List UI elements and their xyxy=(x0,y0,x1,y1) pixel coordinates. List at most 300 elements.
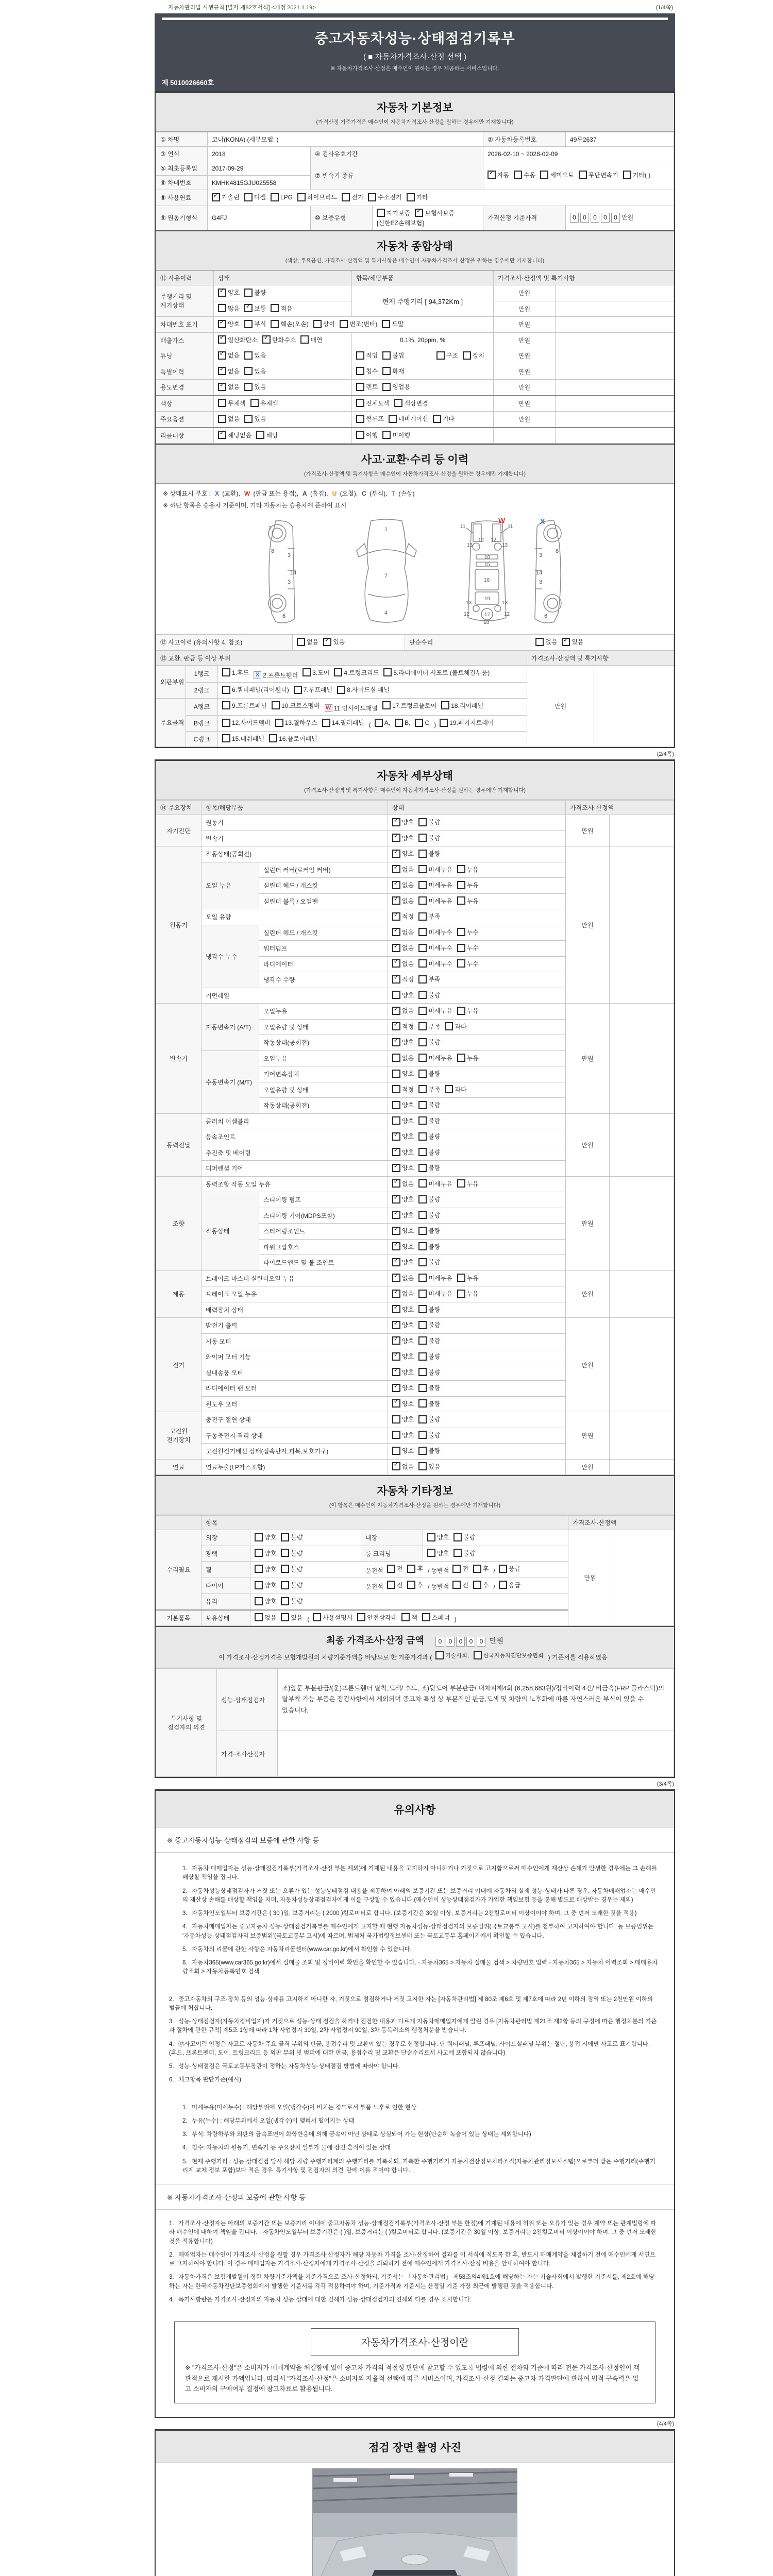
x-mark-checkbox[interactable]: X xyxy=(254,671,261,679)
part-state-options xyxy=(388,893,566,909)
checkbox[interactable] xyxy=(222,668,230,676)
checkbox[interactable] xyxy=(418,850,427,858)
detail-title: 자동차 세부상태 xyxy=(377,770,453,782)
checkbox[interactable] xyxy=(440,719,448,727)
option xyxy=(394,399,428,408)
checkbox[interactable] xyxy=(445,1085,453,1093)
option-label: 14.필러패널 xyxy=(331,719,364,726)
checkbox[interactable] xyxy=(382,320,390,328)
device-group-label: 자기진단 xyxy=(156,815,201,846)
checkbox[interactable] xyxy=(297,193,306,201)
checkbox[interactable] xyxy=(392,1022,400,1030)
checkbox[interactable] xyxy=(407,193,415,201)
checkbox[interactable] xyxy=(457,928,465,936)
checkbox[interactable] xyxy=(418,1274,427,1282)
checkbox[interactable] xyxy=(256,431,264,439)
checkbox[interactable] xyxy=(303,668,311,676)
checkbox[interactable] xyxy=(255,1581,263,1589)
svg-text:18: 18 xyxy=(483,620,490,625)
option xyxy=(218,367,240,376)
checkbox[interactable] xyxy=(222,719,230,727)
part-item-label: 충전구 절연 상태 xyxy=(201,1412,388,1428)
checkbox[interactable] xyxy=(392,1336,400,1345)
option-label: 양호 xyxy=(402,1368,414,1376)
option-label: 없음 xyxy=(402,1274,414,1282)
checkbox[interactable] xyxy=(418,1164,427,1172)
vin-mark-label: 차대번호 표기 xyxy=(156,317,214,333)
checkbox[interactable] xyxy=(453,1533,462,1541)
checkbox[interactable] xyxy=(271,320,279,328)
option xyxy=(218,414,240,423)
checkbox[interactable] xyxy=(415,719,423,727)
checkbox[interactable] xyxy=(244,383,253,391)
checkbox[interactable] xyxy=(392,912,400,921)
checkbox[interactable] xyxy=(392,975,400,984)
checkbox[interactable] xyxy=(418,834,427,842)
checkbox[interactable] xyxy=(340,320,348,328)
checkbox[interactable] xyxy=(392,1227,400,1235)
checkbox[interactable] xyxy=(392,1101,400,1109)
option xyxy=(392,1368,414,1377)
checkbox[interactable] xyxy=(418,975,427,984)
checkbox[interactable] xyxy=(407,1565,415,1573)
option-label: 적정 xyxy=(402,1086,414,1093)
basic-items-label: 기본품목 xyxy=(156,1610,201,1626)
svg-text:14: 14 xyxy=(290,570,297,576)
checkbox[interactable] xyxy=(418,1179,427,1188)
checkbox[interactable] xyxy=(255,1549,263,1557)
checkbox[interactable] xyxy=(387,1581,395,1589)
checkbox[interactable] xyxy=(255,1613,263,1621)
option-label: 양호 xyxy=(402,1259,414,1266)
device-group-label: 원동기 xyxy=(156,846,201,1004)
option xyxy=(323,637,345,646)
checkbox[interactable] xyxy=(436,351,445,360)
checkbox[interactable] xyxy=(418,1321,427,1329)
checkbox[interactable] xyxy=(441,701,449,709)
checkbox[interactable] xyxy=(562,638,570,646)
checkbox[interactable] xyxy=(514,171,522,179)
checkbox[interactable] xyxy=(392,1305,400,1313)
option-label: 후 xyxy=(483,1565,489,1572)
checkbox[interactable] xyxy=(392,1415,400,1423)
option-label: 있음 xyxy=(254,352,266,359)
w-mark-checkbox[interactable]: W xyxy=(325,704,332,712)
checkbox[interactable] xyxy=(392,881,400,889)
checkbox[interactable] xyxy=(222,734,230,742)
checkbox[interactable] xyxy=(392,1352,400,1361)
checkbox[interactable] xyxy=(418,1195,427,1204)
checkbox[interactable] xyxy=(418,1101,427,1109)
checkbox[interactable] xyxy=(418,1054,427,1062)
checkbox[interactable] xyxy=(418,1384,427,1392)
checkbox[interactable] xyxy=(392,1179,400,1188)
option-label: 미세누유 xyxy=(428,1007,452,1014)
checkbox[interactable] xyxy=(392,991,400,999)
option xyxy=(392,1069,414,1078)
option-label: 미세누유 xyxy=(428,882,452,889)
checkbox[interactable] xyxy=(427,1549,435,1557)
checkbox[interactable] xyxy=(418,1258,427,1266)
checkbox[interactable] xyxy=(418,818,427,826)
checkbox[interactable] xyxy=(418,1336,427,1345)
checkbox[interactable] xyxy=(356,431,364,439)
svg-text:2: 2 xyxy=(268,526,272,532)
checkbox[interactable] xyxy=(387,1565,395,1573)
checkbox[interactable] xyxy=(255,1533,263,1541)
checkbox[interactable] xyxy=(392,896,400,905)
checkbox[interactable] xyxy=(392,959,400,968)
note-cell xyxy=(556,285,674,301)
checkbox[interactable] xyxy=(392,1399,400,1408)
checkbox[interactable] xyxy=(452,1565,461,1573)
checkbox[interactable] xyxy=(392,1462,400,1470)
checkbox[interactable] xyxy=(271,304,279,312)
option xyxy=(457,865,479,874)
checkbox[interactable] xyxy=(356,383,364,391)
checkbox[interactable] xyxy=(392,1211,400,1219)
option xyxy=(377,209,410,217)
checkbox[interactable] xyxy=(418,1399,427,1408)
checkbox[interactable] xyxy=(244,304,253,312)
checkbox[interactable] xyxy=(255,1565,263,1573)
option xyxy=(300,335,322,344)
checkbox[interactable] xyxy=(418,881,427,889)
checkbox[interactable] xyxy=(218,367,226,375)
checkbox[interactable] xyxy=(281,1533,289,1541)
checkbox[interactable] xyxy=(457,1179,465,1188)
checkbox[interactable] xyxy=(535,638,544,646)
checkbox[interactable] xyxy=(623,171,631,179)
checkbox[interactable] xyxy=(445,1022,453,1030)
checkbox[interactable] xyxy=(392,1085,400,1093)
checkbox[interactable] xyxy=(418,1022,427,1030)
option xyxy=(418,1320,440,1329)
checkbox[interactable] xyxy=(401,1613,410,1621)
checkbox[interactable] xyxy=(323,638,331,646)
option-label: 부족 xyxy=(428,1023,441,1030)
checkbox[interactable] xyxy=(356,351,364,360)
checkbox[interactable] xyxy=(418,912,427,921)
option xyxy=(392,1320,414,1329)
checkbox[interactable] xyxy=(244,415,253,423)
checkbox[interactable] xyxy=(540,171,548,179)
price-digit-box: 0 xyxy=(591,213,599,223)
checkbox[interactable] xyxy=(218,320,226,328)
svg-text:15: 15 xyxy=(484,562,491,568)
checkbox[interactable] xyxy=(392,1447,400,1455)
detail-price-cell: 만원 xyxy=(566,815,610,846)
checkbox[interactable] xyxy=(499,1565,507,1573)
checkbox[interactable] xyxy=(457,1290,465,1298)
etc-subtitle: (이 항목은 매수인이 자동차가격조사·산정을 원하는 경우에만 기재합니다) xyxy=(329,1502,501,1509)
checkbox[interactable] xyxy=(418,1352,427,1361)
checkbox[interactable] xyxy=(297,638,305,646)
checkbox[interactable] xyxy=(418,1305,427,1313)
checkbox[interactable] xyxy=(407,1581,415,1589)
checkbox[interactable] xyxy=(457,1054,465,1062)
checkbox[interactable] xyxy=(392,1368,400,1376)
option xyxy=(418,1383,440,1392)
final-price-digits xyxy=(435,1637,487,1646)
checkbox[interactable] xyxy=(457,1274,465,1282)
checkbox[interactable] xyxy=(218,399,226,407)
checkbox[interactable] xyxy=(418,1070,427,1078)
checkbox[interactable] xyxy=(392,1195,400,1204)
checkbox[interactable] xyxy=(218,415,226,423)
option-label: 양호 xyxy=(402,1039,414,1046)
checkbox[interactable] xyxy=(392,944,400,952)
checkbox[interactable] xyxy=(294,686,302,694)
checkbox[interactable] xyxy=(579,171,587,179)
checkbox[interactable] xyxy=(418,1148,427,1156)
option-label: 13.휠하우스 xyxy=(284,719,317,726)
checkbox[interactable] xyxy=(281,1549,289,1557)
checkbox[interactable] xyxy=(255,1597,263,1605)
checkbox[interactable] xyxy=(392,1258,400,1266)
checkbox[interactable] xyxy=(244,289,253,297)
checkbox[interactable] xyxy=(457,1007,465,1015)
checkbox[interactable] xyxy=(392,850,400,858)
checkbox[interactable] xyxy=(418,1462,427,1470)
option-label: 양호 xyxy=(402,1117,414,1125)
option xyxy=(382,367,404,376)
checkbox[interactable] xyxy=(392,928,400,936)
option-label: 양호 xyxy=(402,1243,414,1250)
checkbox[interactable] xyxy=(244,351,253,360)
checkbox[interactable] xyxy=(222,686,230,694)
tuning-label: 튜닝 xyxy=(156,348,214,364)
notice-item xyxy=(169,2062,659,2071)
checkbox[interactable] xyxy=(218,351,226,360)
checkbox[interactable] xyxy=(473,1565,481,1573)
checkbox[interactable] xyxy=(244,193,253,201)
checkbox[interactable] xyxy=(418,1038,427,1046)
checkbox[interactable] xyxy=(392,1132,400,1141)
inline-text: / xyxy=(493,1567,495,1574)
checkbox[interactable] xyxy=(212,193,220,201)
checkbox[interactable] xyxy=(382,431,391,439)
option-label: 있음 xyxy=(572,638,584,646)
part-item-label: 라디에이터 팬 모터 xyxy=(201,1381,388,1397)
checkbox[interactable] xyxy=(418,1116,427,1125)
option-label: 디젤 xyxy=(254,194,266,201)
checkbox[interactable] xyxy=(275,719,283,727)
checkbox[interactable] xyxy=(457,896,465,905)
checkbox[interactable] xyxy=(418,959,427,968)
checkbox[interactable] xyxy=(334,668,342,676)
option-label: 수소전기 xyxy=(378,194,402,201)
checkbox[interactable] xyxy=(415,209,423,217)
checkbox[interactable] xyxy=(392,1070,400,1078)
checkbox[interactable] xyxy=(435,1651,444,1659)
option-label: 상이 xyxy=(323,320,335,328)
checkbox[interactable] xyxy=(392,818,400,826)
checkbox[interactable] xyxy=(356,367,364,375)
part-state-options xyxy=(388,1318,566,1334)
option xyxy=(255,1581,276,1589)
etc-col-price: 가격조사·산정액 xyxy=(568,1516,674,1530)
checkbox[interactable] xyxy=(418,1227,427,1235)
checkbox[interactable] xyxy=(392,1007,400,1015)
checkbox[interactable] xyxy=(313,1613,321,1621)
checkbox[interactable] xyxy=(392,1038,400,1046)
checkbox[interactable] xyxy=(452,1581,461,1589)
checkbox[interactable] xyxy=(382,383,391,391)
option-label: 미세누유 xyxy=(428,1290,452,1297)
checkbox[interactable] xyxy=(382,351,391,360)
option-label: 불량 xyxy=(291,1582,303,1589)
checkbox[interactable] xyxy=(392,1116,400,1125)
checkbox[interactable] xyxy=(244,320,253,328)
checkbox[interactable] xyxy=(269,734,277,742)
checkbox[interactable] xyxy=(222,701,230,709)
note-cell xyxy=(556,317,674,333)
checkbox[interactable] xyxy=(433,415,441,423)
wheel-label: 휠 xyxy=(201,1562,250,1578)
checkbox[interactable] xyxy=(342,193,350,201)
notice-item-number: 4. xyxy=(169,2296,174,2303)
checkbox[interactable] xyxy=(499,1581,507,1589)
checkbox[interactable] xyxy=(418,944,427,952)
checkbox[interactable] xyxy=(463,351,471,360)
checkbox[interactable] xyxy=(392,1054,400,1062)
checkbox[interactable] xyxy=(382,701,391,709)
checkbox[interactable] xyxy=(281,1597,289,1605)
option xyxy=(356,382,378,391)
checkbox[interactable] xyxy=(322,719,330,727)
checkbox[interactable] xyxy=(357,1613,365,1621)
checkbox[interactable] xyxy=(392,834,400,842)
checkbox[interactable] xyxy=(392,1242,400,1250)
checkbox[interactable] xyxy=(418,1132,427,1141)
checkbox[interactable] xyxy=(383,668,392,676)
checkbox[interactable] xyxy=(392,1431,400,1439)
checkbox[interactable] xyxy=(392,1290,400,1298)
checkbox[interactable] xyxy=(418,1431,427,1439)
notice-item xyxy=(182,2117,659,2126)
checkbox[interactable] xyxy=(418,1085,427,1093)
price-cell: 만원 xyxy=(494,380,556,396)
checkbox[interactable] xyxy=(337,686,345,694)
checkbox[interactable] xyxy=(356,415,364,423)
checkbox[interactable] xyxy=(457,959,465,968)
checkbox[interactable] xyxy=(418,991,427,999)
checkbox[interactable] xyxy=(418,1447,427,1455)
detail-price-cell: 만원 xyxy=(566,1176,610,1270)
checkbox[interactable] xyxy=(457,865,465,873)
checkbox[interactable] xyxy=(427,1533,435,1541)
option-label: 없음 xyxy=(402,928,414,936)
checkbox[interactable] xyxy=(395,719,403,727)
checkbox[interactable] xyxy=(389,415,397,423)
checkbox[interactable] xyxy=(394,399,402,407)
checkbox[interactable] xyxy=(418,1415,427,1423)
option xyxy=(418,1431,440,1439)
checkbox[interactable] xyxy=(392,865,400,873)
checkbox[interactable] xyxy=(474,1651,482,1659)
option-label: 불량 xyxy=(428,1400,441,1408)
checkbox[interactable] xyxy=(244,367,253,375)
reg-no-value: 49루2637 xyxy=(566,132,674,147)
checkbox[interactable] xyxy=(392,1384,400,1392)
detail-col-price: 가격조사·산정액 xyxy=(566,801,674,815)
option xyxy=(392,1289,414,1298)
checkbox[interactable] xyxy=(375,719,383,727)
checkbox[interactable] xyxy=(262,335,271,344)
checkbox[interactable] xyxy=(392,1164,400,1172)
checkbox[interactable] xyxy=(392,1321,400,1329)
checkbox[interactable] xyxy=(457,881,465,889)
checkbox[interactable] xyxy=(250,399,259,407)
option xyxy=(392,1054,414,1062)
option xyxy=(271,304,292,313)
inline-text: ( xyxy=(307,1616,310,1623)
checkbox[interactable] xyxy=(218,335,226,344)
checkbox[interactable] xyxy=(313,320,322,328)
detail-note-cell xyxy=(610,815,674,846)
checkbox[interactable] xyxy=(488,171,496,179)
detail-col-state: 상태 xyxy=(388,801,566,815)
checkbox[interactable] xyxy=(356,399,364,407)
checkbox[interactable] xyxy=(218,289,226,297)
checkbox[interactable] xyxy=(300,335,309,344)
part-state-options xyxy=(388,941,566,957)
option-label: 양호 xyxy=(437,1549,449,1557)
checkbox[interactable] xyxy=(418,1368,427,1376)
checkbox[interactable] xyxy=(422,1613,430,1621)
parts-price-header: 가격조사·산정액 및 특기사항 xyxy=(527,651,674,665)
recall-label: 리콜대상 xyxy=(156,428,214,444)
checkbox[interactable] xyxy=(418,896,427,905)
checkbox[interactable] xyxy=(271,193,279,201)
checkbox[interactable] xyxy=(473,1581,481,1589)
checkbox[interactable] xyxy=(218,304,226,312)
option-label: 불량 xyxy=(254,289,266,296)
checkbox[interactable] xyxy=(368,193,376,201)
checkbox[interactable] xyxy=(392,1274,400,1282)
checkbox[interactable] xyxy=(418,928,427,936)
fuel-label: ⑧ 사용연료 xyxy=(156,190,208,206)
checkbox[interactable] xyxy=(418,1290,427,1298)
option-label: 미세누유 xyxy=(428,1180,452,1188)
checkbox[interactable] xyxy=(281,1565,289,1573)
option xyxy=(415,209,455,217)
checkbox[interactable] xyxy=(377,209,385,217)
option xyxy=(383,668,490,677)
checkbox[interactable] xyxy=(392,1148,400,1156)
option-label: 전 xyxy=(462,1565,469,1572)
option-label: 적법 xyxy=(366,352,378,359)
checkbox[interactable] xyxy=(272,701,280,709)
checkbox[interactable] xyxy=(281,1581,289,1589)
checkbox[interactable] xyxy=(457,944,465,952)
checkbox[interactable] xyxy=(218,431,226,439)
accident-history-label: ⑫ 사고이력 (유의사항 4. 참조) xyxy=(156,635,293,651)
checkbox[interactable] xyxy=(418,1242,427,1250)
col-use-history: ⑪ 사용이력 xyxy=(156,271,214,285)
device-group-label: 변속기 xyxy=(156,1004,201,1114)
checkbox[interactable] xyxy=(218,383,226,391)
checkbox[interactable] xyxy=(281,1613,289,1621)
checkbox[interactable] xyxy=(453,1549,462,1557)
checkbox[interactable] xyxy=(418,1007,427,1015)
checkbox[interactable] xyxy=(418,1211,427,1219)
checkbox[interactable] xyxy=(382,367,391,375)
wheel-options xyxy=(250,1562,361,1578)
use-change-items xyxy=(352,380,494,396)
checkbox[interactable] xyxy=(418,865,427,873)
